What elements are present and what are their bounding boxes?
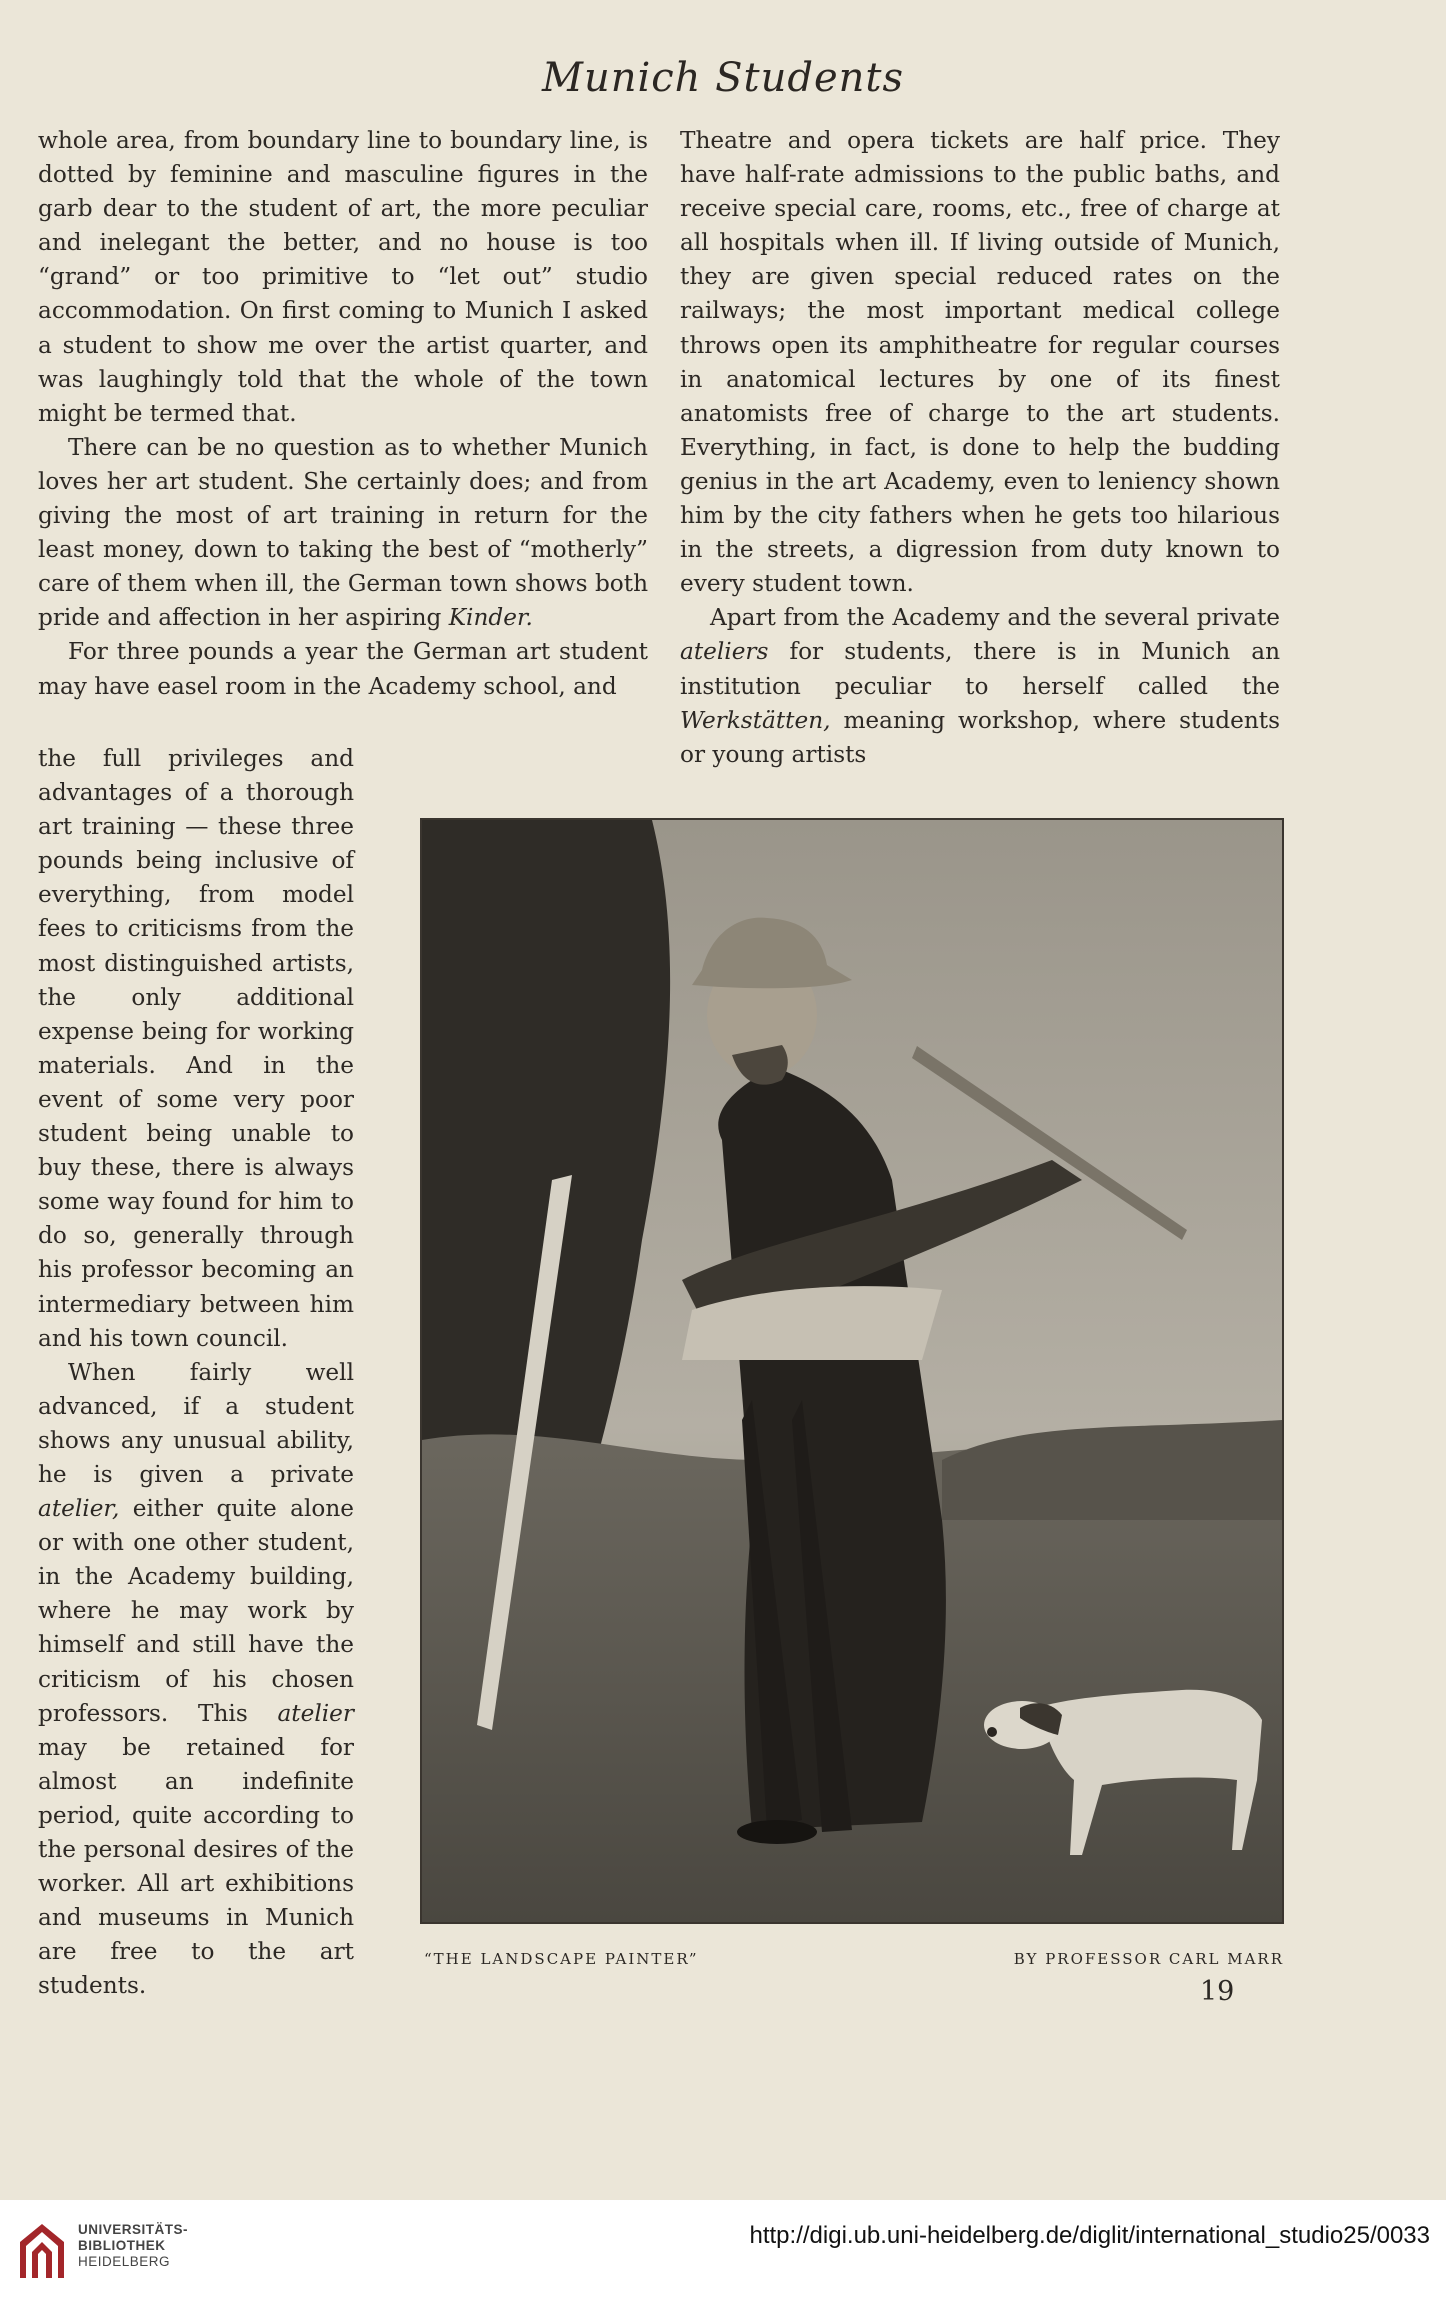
plate-caption-title: “THE LANDSCAPE PAINTER” xyxy=(424,1950,699,1968)
paragraph: When fairly well advanced, if a student shows any unusual ability, he is given a private atelier, either quite alone or with one other student, in the Academy building, where he may work by himself and still have the criticism of his chosen professors. This atelier may be retained for almost an indefinite period, quite according to the personal desires of the worker. All art exhibitions and museums in Munich are free to the art students. xyxy=(38,1358,355,2000)
library-name[interactable]: UNIVERSITÄTS- BIBLIOTHEK HEIDELBERG xyxy=(78,2222,189,2269)
painting-illustration xyxy=(422,820,1282,1922)
source-url-link[interactable]: http://digi.ub.uni-heidelberg.de/diglit/international_studio25/0033 xyxy=(749,2222,1430,2249)
italic-word: atelier xyxy=(277,1699,354,1727)
plate-caption-artist: BY PROFESSOR CARL MARR xyxy=(1013,1950,1284,1968)
italic-word: atelier, xyxy=(38,1495,120,1523)
page-number: 19 xyxy=(1200,1976,1235,2007)
italic-word: Werkstätten, xyxy=(680,706,831,734)
paragraph: For three pounds a year the German art student may have easel room in the Academy school, and xyxy=(38,638,648,700)
running-head: Munich Students xyxy=(541,55,905,101)
paragraph: whole area, from boundary line to boundary line, is dotted by feminine and masculine figures in the garb dear to the student of art, the more peculiar and inelegant the better, and no house is too “grand” or too primitive to “let out” studio accommodation. On first coming to Munich I asked a student to show me over the artist quarter, and was laughingly told that the whole of the town might be termed that. xyxy=(38,127,648,427)
footer-bar xyxy=(0,2200,1446,2306)
italic-word: ateliers xyxy=(680,638,769,666)
paragraph: There can be no question as to whether Munich loves her art student. She certainly does; and from giving the most of art training in return for the least money, down to taking the best of “motherly” care of them when ill, the German town shows both pride and affection in her aspiring Kinder. xyxy=(38,433,648,632)
left-column-top xyxy=(38,124,648,704)
italic-word: Kinder. xyxy=(448,604,533,632)
paragraph: Apart from the Academy and the several private ateliers for students, there is in Munich an institution peculiar to herself called the Werkstätten, meaning workshop, where students or young artists xyxy=(680,604,1280,768)
library-logo-icon[interactable] xyxy=(14,2220,70,2282)
right-column-top xyxy=(680,124,1280,772)
paragraph: the full privileges and advantages of a thorough art training — these three pounds being inclusive of everything, from model fees to criticisms from the most distinguished artists, the only additional expense being for working materials. And in the event of some very poor student being unable to buy these, there is always some way found for him to do so, generally through his professor becoming an intermediary between him and his town council. xyxy=(38,745,354,1352)
painting-plate xyxy=(420,818,1284,1924)
paragraph: Theatre and opera tickets are half price. They have half-rate admissions to the public baths, and receive special care, rooms, etc., free of charge at all hospitals when ill. If living outside of Munich, they are given special reduced rates on the railways; the most important medical college throws open its amphitheatre for regular courses in anatomical lectures by one of its finest anatomists free of charge to the art students. Everything, in fact, is done to help the budding genius in the art Academy, even to leniency shown him by the city fathers when he gets too hilarious in the streets, a digression from duty known to every student town. xyxy=(680,127,1280,598)
left-column-narrow xyxy=(38,742,354,2003)
